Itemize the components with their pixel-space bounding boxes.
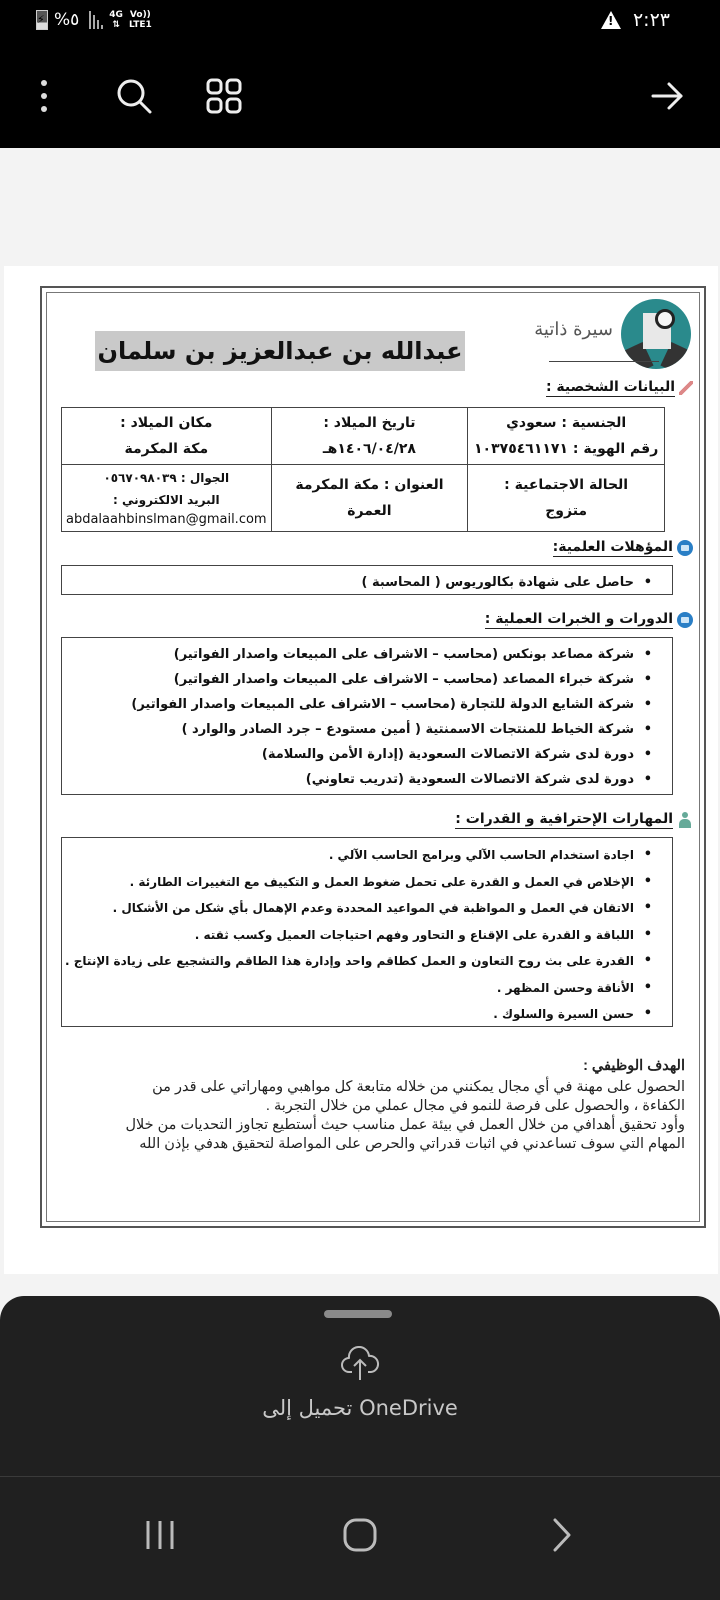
objective-line: الحصول على مهنة في أي مجال يمكنني من خلاله متابعة كل مواهبي ومهاراتي على قدر من — [152, 1079, 685, 1095]
battery-icon — [36, 10, 48, 30]
experience-item: • دورة لدى شركة الاتصالات السعودية (إدارة الأمن والسلامة) — [70, 742, 656, 767]
document-viewer[interactable] — [0, 148, 720, 1298]
email-link[interactable]: abdalaahbinslman@gmail.com — [66, 512, 267, 527]
skill-item: • حسن السيرة والسلوك . — [70, 1001, 656, 1028]
volte-indicator: Vo)) LTE1 — [128, 10, 152, 30]
address-cell: العنوان : مكة المكرمة العمرة — [271, 465, 468, 532]
objective-line: المهام التي سوف تساعدني في اثبات قدراتي والحرص على المواصلة لتحقيق هدفي بإذن الله — [139, 1136, 685, 1152]
qualifications-heading: المؤهلات العلمية: — [553, 539, 693, 557]
viewer-toolbar — [0, 44, 720, 148]
experience-item: • شركة الخياط للمنتجات الاسمنتية ( أمين مستودع – جرد الصادر والوارد ) — [70, 717, 656, 742]
contact-cell: الجوال : ٠٥٦٧٠٩٨٠٣٩ البريد الالكتروني : abdalaahbinslman@gmail.com — [62, 465, 272, 532]
certificate-icon — [677, 612, 693, 628]
skills-box — [61, 837, 673, 1027]
grid-view-icon[interactable] — [200, 72, 248, 120]
career-objective — [85, 1057, 685, 1154]
marital-status-cell: الحالة الاجتماعية : متزوج — [468, 465, 665, 532]
skill-item: • الإخلاص في العمل و القدرة على تحمل ضغوط العمل و التكييف مع التغييرات الطارئة . — [70, 869, 656, 896]
personal-section-heading: البيانات الشخصية : — [546, 379, 693, 397]
arrow-forward-icon[interactable] — [644, 72, 692, 120]
battery-percent: %٥ — [54, 10, 80, 30]
personal-info-table — [61, 407, 665, 532]
signal-icon — [89, 11, 103, 29]
pencil-icon — [679, 381, 693, 395]
status-bar — [0, 0, 720, 44]
objective-line: الكفاءة ، والحصول على فرصة للنمو في مجال عملي من خلال التجربة . — [265, 1098, 685, 1114]
nationality-cell: الجنسية : سعودي رقم الهوية : ١٠٣٧٥٤٦١١٧١ — [468, 408, 665, 465]
experience-item: • شركة مصاعد بونكس (محاسب – الاشراف على المبيعات واصدار الفواتير) — [70, 642, 656, 667]
more-vert-icon[interactable] — [20, 72, 68, 120]
back-icon[interactable] — [532, 1505, 592, 1565]
skill-item: • القدرة على بث روح التعاون و العمل كطاقم واحد وإدارة هذا الطاقم والتشجيع على زيادة الإنتاج . — [70, 948, 656, 975]
skill-item: • اجادة استخدام الحاسب الآلي وبرامج الحاسب الآلي . — [70, 842, 656, 869]
resume-logo-icon — [621, 299, 691, 369]
upload-label: تحميل إلى OneDrive — [262, 1396, 458, 1420]
skill-item: • اللباقة و القدرة على الإقناع و التحاور وفهم احتياجات العميل وكسب ثقته . — [70, 922, 656, 949]
certificate-icon — [677, 540, 693, 556]
drag-handle[interactable] — [324, 1310, 392, 1318]
applicant-name: عبدالله بن عبدالعزيز بن سلمان — [95, 331, 465, 371]
objective-heading: الهدف الوظيفي : — [583, 1058, 685, 1074]
birth-place-cell: مكان الميلاد : مكة المكرمة — [62, 408, 272, 465]
experience-item: • دورة لدى شركة الاتصالات السعودية (تدريب تعاوني) — [70, 767, 656, 792]
experience-heading: الدورات و الخبرات العملية : — [485, 611, 693, 629]
home-icon[interactable] — [330, 1505, 390, 1565]
qualifications-box — [61, 565, 673, 595]
upload-to-onedrive-button[interactable] — [0, 1346, 720, 1420]
bottom-sheet — [0, 1296, 720, 1476]
page-border — [40, 286, 706, 1228]
birth-date-cell: تاريخ الميلاد : ١٤٠٦/٠٤/٢٨هـ — [271, 408, 468, 465]
cv-title: سيرة ذاتية — [534, 319, 613, 340]
recents-icon[interactable] — [130, 1505, 190, 1565]
navigation-bar — [0, 1476, 720, 1600]
experience-box — [61, 637, 673, 795]
skill-item: • الأناقة وحسن المظهر . — [70, 975, 656, 1002]
objective-line: وأود تحقيق أهدافي من خلال العمل في بيئة عمل مناسب حيث أستطيع تجاوز التحديات من خلال — [125, 1117, 685, 1133]
cloud-upload-icon — [340, 1346, 380, 1386]
network-type: 4G ⇅ — [109, 10, 123, 30]
skill-item: • الاتقان في العمل و المواظبة في المواعيد المحددة وعدم الإهمال بأي شكل من الأشكال . — [70, 895, 656, 922]
document-page — [4, 266, 718, 1274]
clock: ٢:٢٣ — [632, 9, 670, 31]
qualification-item: • حاصل على شهادة بكالوريوس ( المحاسبة ) — [70, 570, 656, 595]
skills-heading: المهارات الإحترافية و القدرات : — [455, 811, 693, 829]
divider — [549, 361, 659, 362]
experience-item: • شركة خبراء المصاعد (محاسب – الاشراف على المبيعات واصدار الفواتير) — [70, 667, 656, 692]
warning-icon — [601, 11, 621, 29]
experience-item: • شركة الشايع الدولة للتجارة (محاسب – الاشراف على المبيعات واصدار الفواتير) — [70, 692, 656, 717]
person-icon — [677, 812, 693, 828]
search-icon[interactable] — [110, 72, 158, 120]
